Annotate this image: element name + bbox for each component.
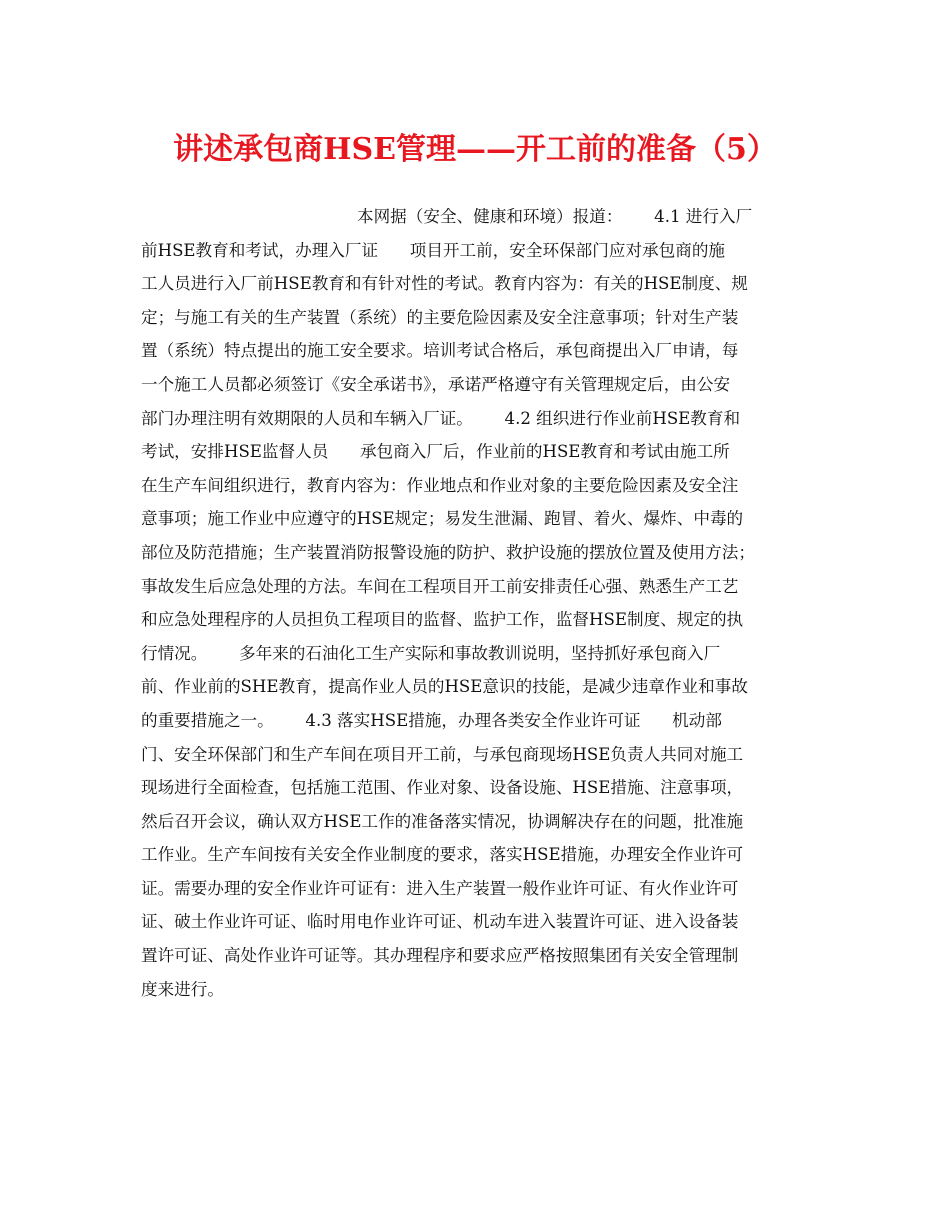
- body-line: 工作业。生产车间按有关安全作业制度的要求，落实HSE措施，办理安全作业许可: [141, 845, 744, 865]
- body-line: 意事项；施工作业中应遵守的HSE规定；易发生泄漏、跑冒、着火、爆炸、中毒的: [141, 509, 744, 529]
- body-line: 置（系统）特点提出的施工安全要求。培训考试合格后，承包商提出入厂申请，每: [141, 341, 739, 361]
- body-line: 现场进行全面检查，包括施工范围、作业对象、设备设施、HSE措施、注意事项，: [141, 778, 744, 798]
- body-line: 和应急处理程序的人员担负工程项目的监督、监护工作，监督HSE制度、规定的执: [141, 610, 744, 630]
- document-title: 讲述承包商HSE管理——开工前的准备（5）: [173, 132, 777, 167]
- body-line: 行情况。 多年来的石油化工生产实际和事故教训说明，坚持抓好承包商入厂: [141, 643, 721, 663]
- body-line: 证、破土作业许可证、临时用电作业许可证、机动车进入装置许可证、进入设备装: [141, 912, 739, 932]
- body-line: 部门办理注明有效期限的人员和车辆入厂证。 4.2 组织进行作业前HSE教育和: [141, 408, 741, 428]
- body-line: 证。需要办理的安全作业许可证有：进入生产装置一般作业许可证、有火作业许可: [141, 878, 739, 898]
- body-line: 定；与施工有关的生产装置（系统）的主要危险因素及安全注意事项；针对生产装: [141, 307, 739, 327]
- body-line: 工人员进行入厂前HSE教育和有针对性的考试。教育内容为：有关的HSE制度、规: [141, 274, 748, 294]
- body-line: 考试，安排HSE监督人员 承包商入厂后，作业前的HSE教育和考试由施工所: [141, 442, 730, 462]
- body-line: 部位及防范措施；生产装置消防报警设施的防护、救护设施的摆放位置及使用方法；: [141, 542, 755, 562]
- body-line: 度来进行。: [141, 979, 224, 999]
- body-line: 的重要措施之一。 4.3 落实HSE措施，办理各类安全作业许可证 机动部: [141, 710, 722, 730]
- body-line: 置许可证、高处作业许可证等。其办理程序和要求应严格按照集团有关安全管理制: [141, 946, 739, 966]
- body-line: 事故发生后应急处理的方法。车间在工程项目开工前安排责任心强、熟悉生产工艺: [141, 576, 739, 596]
- body-line: 然后召开会议，确认双方HSE工作的准备落实情况，协调解决存在的问题，批准施: [141, 811, 744, 831]
- body-line: 门、安全环保部门和生产车间在项目开工前，与承包商现场HSE负责人共同对施工: [141, 744, 744, 764]
- body-line: 本网据（安全、健康和环境）报道： 4.1 进行入厂: [357, 207, 753, 226]
- body-line: 前、作业前的SHE教育，提高作业人员的HSE意识的技能，是减少违章作业和事故: [141, 677, 748, 697]
- body-line: 前HSE教育和考试，办理入厂证 项目开工前，安全环保部门应对承包商的施: [141, 240, 726, 260]
- body-line: 一个施工人员都必须签订《安全承诺书》，承诺严格遵守有关管理规定后，由公安: [141, 374, 731, 394]
- document-body: [141, 200, 811, 1006]
- body-line: 在生产车间组织进行，教育内容为：作业地点和作业对象的主要危险因素及安全注: [141, 475, 739, 495]
